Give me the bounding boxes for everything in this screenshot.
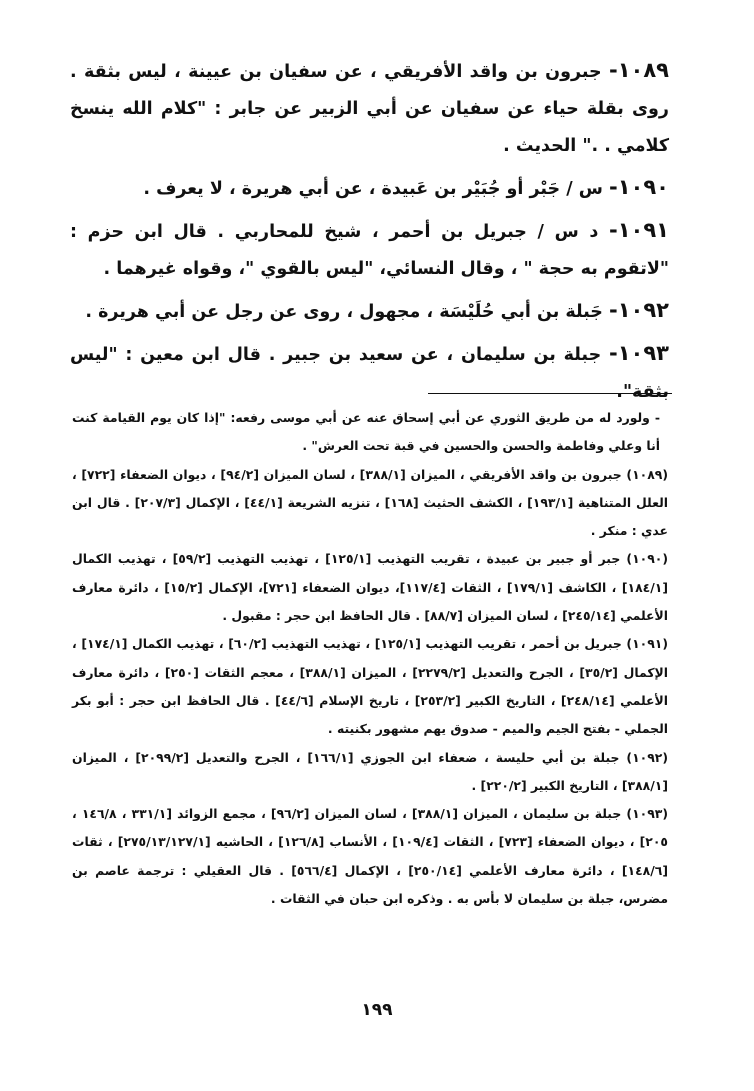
entry-text: جَبلة بن أبي حُلَيْسَة ، مجهول ، روى عن رجل عن أبي هريرة . [85,302,603,322]
footnote-1089: (١٠٨٩) جبرون بن واقد الأفريقي ، الميزان [٣٨٨/١] ، لسان الميزان [٩٤/٢] ، ديوان الضعفاء [٧٢٢] ، العلل المتناهية [١٩٣/١] ، الكشف الحثيث [١٦٨] ، تنزيه الشريعة [٤٤/١] ، الإكمال [٢٠٧/٣] . قال ابن عدي : منكر . [72,466,668,539]
footnote-1093: (١٠٩٣) جبلة بن سليمان ، الميزان [٣٨٨/١] ، لسان الميزان [٩٦/٢] ، مجمع الزوائد [٣٣١/١ ، ١٤٦/٨ ، ٢٠٥] ، ديوان الضعفاء [٧٢٣] ، الثقات [١٠٩/٤] ، الأنساب [١٢٦/٨] ، الحاشيه [٢٧٥/١٣/١٢٧/١] ، ثقات [١٤٨/٦] ، دائرة معارف الأعلمي [٢٥٠/١٤] ، الإكمال [٥٦٦/٤] . قال العقيلي : ترجمة عاصم بن مضرس، جبلة بن سليمان لا بأس به . وذكره ابن حبان في الثقات . [72,806,668,907]
entry-text: جبلة بن سليمان ، عن سعيد بن جبير . قال ابن معين : "ليس بثقة". [70,345,669,402]
entry-number: ١٠٩١- [609,218,670,242]
entry-number: ١٠٩٣- [609,341,670,365]
entry-1092 [70,292,669,331]
entry-number: ١٠٩٠- [609,175,669,199]
footnote-1091: (١٠٩١) جبريل بن أحمر ، تقريب التهذيب [١٢٥/١] ، تهذيب التهذيب [٦٠/٢] ، تهذيب الكمال [١٧٤/١] ، الإكمال [٣٥/٢] ، الجرح والتعديل [٢٢٧٩/٢] ، الميزان [٣٨٨/١] ، معجم الثقات [٢٥٠] ، دائرة معارف الأعلمي [٢٤٨/١٤] ، التاريخ الكبير [٢٥٣/٢] ، تاريخ الإسلام [٤٤/٦] . قال الحافظ ابن حجر : أبو بكر الجملي - بفتح الجيم والميم - صدوق يهم مشهور بكنيته . [72,636,668,737]
entry-text: جبرون بن واقد الأفريقي ، عن سفيان بن عيينة ، ليس بثقة . روى بقلة حياء عن سفيان عن أبي الزبير عن جابر : "كلام الله ينسخ كلامي . ." الحديث . [70,62,669,156]
footnote-1092: (١٠٩٢) جبلة بن أبي حليسة ، ضعفاء ابن الجوزي [١٦٦/١] ، الجرح والتعديل [٢٠٩٩/٢] ، الميزان [٣٨٨/١] ، التاريخ الكبير [٢٢٠/٢] . [72,749,668,793]
footnote-continuation: - ولورد له من طريق الثوري عن أبي إسحاق عنه عن أبي موسى رفعه: "إذا كان يوم القيامة كنت أنا وعلي وفاطمة والحسن والحسين في قبة تحت العرش" . [72,410,660,454]
entry-number: ١٠٨٩- [609,58,670,82]
footnote-1090: (١٠٩٠) جبر أو جبير بن عبيدة ، تقريب التهذيب [١٢٥/١] ، تهذيب التهذيب [٥٩/٢] ، تهذيب الكمال [١٨٤/١] ، الكاشف [١٧٩/١] ، الثقات [١١٧/٤]، ديوان الضعفاء [٧٢١]، الإكمال [١٥/٢] ، دائرة معارف الأعلمي [٢٤٥/١٤] ، لسان الميزان [٨٨/٧] . قال الحافظ ابن حجر : مقبول . [72,551,668,624]
footnotes [72,404,668,913]
footnote-divider [428,393,672,394]
entry-1091 [70,212,669,288]
entry-number: ١٠٩٢- [609,298,669,322]
entry-1093 [70,335,669,411]
main-entries [70,52,669,415]
page-number: ١٩٩ [361,1000,393,1020]
entry-text: د س / جبريل بن أحمر ، شيخ للمحاربي . قال ابن حزم : "لاتقوم به حجة " ، وقال النسائي، "ليس بالقوي "، وقواه غيرهما . [70,222,669,279]
entry-text: س / جَبْر أو جُبَيْر بن عَبيدة ، عن أبي هريرة ، لا يعرف . [143,179,603,199]
entry-1090 [70,169,669,208]
entry-1089 [70,52,669,165]
